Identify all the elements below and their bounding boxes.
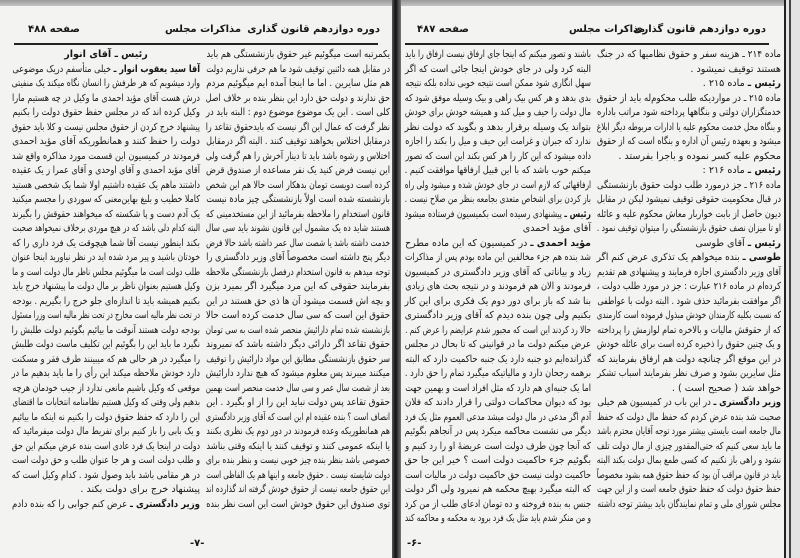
right-header-page-number: صفحه ۴۸۷ xyxy=(417,24,469,35)
text-line xyxy=(11,440,200,455)
right-page-left-column xyxy=(405,48,591,527)
line-text: فرمودند و الان هم فرمودند و در نتیجه بحث های زیادی xyxy=(405,281,591,292)
line-text: که آنجا چون طرف دولت است عریضهٔ او را رد کنیم و xyxy=(405,440,591,452)
line-text: پیشنهاد خرج برای دولت بکند . xyxy=(80,484,200,495)
right-header-period: دوره دوازدهم قانون گذاری xyxy=(633,24,766,35)
text-line xyxy=(205,222,390,237)
line-text: بازنشسته شده است اولاً بازنشستگی چیز مادة نیست xyxy=(206,194,390,205)
text-line xyxy=(597,411,781,426)
line-text: و بنگاه محل خدمت محکوم علیه یا ادارات مربوطه دیگر ابلاغ xyxy=(596,121,781,133)
line-text: ارفاقهائی که لازم است در جای خودش شده و میشود ولی راه xyxy=(404,179,591,191)
right-page xyxy=(401,6,784,558)
line-text: طلب دولت است ما میگوئیم مجلس ناظر مال دولت است و ما xyxy=(12,266,200,278)
left-page-footer-number: -۷- xyxy=(190,538,205,549)
line-text: نظر گرفت که عمال این اگر نیست که بایدحقوق تقاعد را xyxy=(205,121,390,133)
right-header-title: مذاکرات مجلس xyxy=(569,24,646,35)
text-line xyxy=(205,280,390,295)
line-text: خدمتگزاران دولتی و بنگاهها پرداخته شود مراتب باداره xyxy=(596,107,781,118)
text-line xyxy=(597,498,781,513)
text-line xyxy=(404,208,591,223)
text-line xyxy=(405,237,591,252)
line-text: در تحت نظر مالیه است مخارج در تحت نظر مالیه است وزرا مسئول xyxy=(11,310,200,321)
line-text: حق ندارند و دولت حق دارد این بنظر بنده بر خلاف اصل xyxy=(205,92,390,104)
line-text: مثل سایرین بشود و صرف نظر بفرمایند اسباب تشکر xyxy=(597,368,781,379)
text-line xyxy=(11,251,200,266)
text-line xyxy=(597,396,781,411)
text-line xyxy=(11,92,200,107)
line-text: آقای مؤید احمدی xyxy=(522,223,591,234)
line-text: باز کردن برای اشخاص متعدی بجامعه بنظر من صلاح نیست . xyxy=(404,194,591,205)
line-text: هم همانطوریکه وعده فرمودند در دور دوم یک نظری بکنند xyxy=(206,426,390,437)
line-text: این را دارد که حفظ حقوق دولت را بکنیم نه اینکه ما بیائیم xyxy=(12,411,200,423)
text-line xyxy=(206,498,390,513)
text-line xyxy=(11,193,200,208)
text-line xyxy=(405,280,591,295)
text-line xyxy=(206,295,390,310)
text-line xyxy=(11,469,200,484)
line-text: مال جامعه است بایستی بیشتر مورد توجه آقایان محترم باشد xyxy=(597,426,781,437)
text-line xyxy=(206,164,390,179)
text-line xyxy=(597,425,781,440)
speaker-name: رئیس ـ xyxy=(747,165,781,176)
speaker-name: رئیس ـ آقای انوار xyxy=(64,49,148,60)
text-line xyxy=(596,121,781,136)
line-text: بدی بدهد و هر کس بیک راهی و بیک وسیله موفق شود که xyxy=(404,92,591,104)
text-line xyxy=(12,222,200,237)
line-text: وارد میشویم که هر طرفش را انسان نگاه میکند یک منفیتی xyxy=(11,78,200,89)
text-line xyxy=(404,483,591,498)
text-line xyxy=(11,324,200,339)
text-line xyxy=(597,164,781,179)
line-text: آقای وزیر دادگستری اجازه فرمایند و پیشنهادی هم تقدیم xyxy=(597,266,781,278)
text-line xyxy=(12,208,201,223)
line-text: این نیست فرض کنید یک نفر مساعده از صندوق قرض xyxy=(206,165,390,176)
text-line xyxy=(596,353,781,368)
text-line xyxy=(597,295,781,310)
text-line xyxy=(12,382,201,397)
line-text: و یک بابی را باز کنیم برای تفریط مال دولت میفرمائید که xyxy=(12,426,200,437)
line-text: بکنیم ولی چون بنده دیدم که آقای وزیر دادگستری xyxy=(404,310,591,321)
speaker-name: رئیس ـ xyxy=(564,208,591,220)
left-header-page-number: صفحه ۴۸۸ xyxy=(28,24,80,35)
line-text: هستند شاید ده یک مشمول این قانون نشوند باید سی سال xyxy=(205,223,390,234)
text-line xyxy=(12,396,201,411)
text-line xyxy=(11,77,200,92)
text-line xyxy=(597,266,781,281)
line-text: ماده ۲۱۶ : xyxy=(702,165,748,176)
text-line xyxy=(12,164,201,179)
line-text: و بچه اش قسمت میشود آن ها ذی حق هستند در این xyxy=(206,295,390,307)
line-text: که از حقوقش مالیات و بالاخره تمام لوازمش را پرداخته xyxy=(597,324,781,336)
line-text: وکیل هستیم بعنوان ناظر بر مال دولت ما پیشنهاد خرج باید xyxy=(12,281,200,292)
line-text: ماده ۲۱۵ ـ در مواردیکه طلب محکوم‌له باید از حقوق xyxy=(596,92,781,104)
text-line xyxy=(404,121,591,136)
text-line xyxy=(404,106,591,121)
speaker-name: وزیر دادگستری ـ xyxy=(713,397,781,408)
text-line xyxy=(206,135,390,150)
text-line xyxy=(405,150,591,165)
line-text: در مقابل همه دائنین توقیف شود ما هم حرفی نداریم دولت xyxy=(206,63,390,75)
line-text: در کمیسیون که این ماده مطرح xyxy=(405,237,531,249)
left-header-period: دوره دوازدهم قانون گذاری xyxy=(247,24,380,35)
text-line xyxy=(11,309,200,324)
line-text: اما یک جنبه‌ای هم دارد که مثل افراد است و بهمین جهت xyxy=(405,382,591,394)
line-text: باید در قانون مراقب آن بود که حفظ حقوق همه بشود مخصوصاً xyxy=(596,469,781,481)
text-line xyxy=(12,411,200,426)
line-text: خدمت داشته باشد یا شصت سال عمر داشته باشد حالا فرض xyxy=(206,237,390,249)
text-line xyxy=(12,121,201,136)
right-page-footer-number: -۶- xyxy=(407,538,422,549)
text-line xyxy=(205,367,390,382)
text-line xyxy=(206,63,390,78)
text-line xyxy=(206,353,390,368)
line-text: را میگیرد در هر حالی هم که میبینند طرف فقر و مسکنت xyxy=(11,353,201,365)
text-line xyxy=(404,396,591,411)
left-page-right-column xyxy=(206,48,390,512)
text-line xyxy=(596,222,781,237)
line-text: دولت را حفظ کنند و همانطوریکه آقای مؤید احمدی xyxy=(12,136,200,147)
text-line xyxy=(597,324,781,339)
text-line xyxy=(206,48,390,63)
text-line xyxy=(12,237,200,252)
line-text: این حقوق جامعه نیست از حقوق خودش گرفته اند گذارده اند xyxy=(205,484,390,495)
text-line xyxy=(206,396,390,411)
line-text: خیلی متأسفم دریک موضوعی xyxy=(12,63,114,75)
text-line xyxy=(405,382,591,397)
line-text: که نسبت بکلیه کارمندان خودش مبذول فرموده است کارمندی xyxy=(596,310,781,321)
line-text: آقای مؤید احمدی و آقای اوحدی و آقای عمرا ز یک عقیده xyxy=(12,165,201,176)
line-text: کرده‌ام در ماده ۲۱۶ عبارت : جز در مورد طلب دولت ، xyxy=(596,281,781,292)
line-text: ندارد که جبران و غرامت این حیف و میل را بکند را اجازه xyxy=(405,136,591,147)
line-text: بکند اینطور نیست آقا شما هیچوقت یک فرد داری را که xyxy=(12,237,200,249)
text-line xyxy=(206,440,390,455)
left-page-left-column xyxy=(12,48,200,512)
text-line xyxy=(404,454,591,469)
line-text: بود که دیوان محاکمات دولتی را قرار دادند که فلان xyxy=(404,397,591,408)
text-line xyxy=(205,382,390,397)
text-line xyxy=(405,48,591,63)
line-text: توی صندوق این حقوق خودش است این است نظر بنده xyxy=(206,498,390,510)
line-text: دیون حاصل از بابت خواربار معاش محکوم علیه و عائله xyxy=(596,208,781,220)
text-line xyxy=(11,179,200,194)
line-text: موقعی که وکیل باشیم مانعی ندارد از جیب خودمان هرچه xyxy=(12,382,201,394)
line-text: خودتان باشید و پیر مرد شده اید در نظر نیاورید اینجا عنوان xyxy=(11,252,200,263)
line-text: بکنیم همیشه باید تا اندازه‌ای جلو خرج را بگیریم . بودجه xyxy=(12,295,201,307)
line-text: گذرانده‌ایم دو جنبه دارد یک جنبه حاکمیت دارد که البته xyxy=(405,353,591,365)
text-line xyxy=(404,164,591,179)
text-line xyxy=(205,483,390,498)
line-text: وکیل کرده اند که در مجلس حفظ حقوق دولت را بکنیم xyxy=(12,107,201,118)
line-text: مجلس شورای ملی و تمام نمایندگان باید بیشتر توجه داشته xyxy=(597,498,781,510)
text-line xyxy=(596,135,781,150)
line-text: او تا میزان نصف حقوق بازنشستگی را میتوان توقیف نمود . xyxy=(596,223,781,234)
text-line xyxy=(404,295,591,310)
text-line xyxy=(12,63,200,78)
text-line xyxy=(12,135,200,150)
text-line xyxy=(12,425,200,440)
line-text: پیشنهادی رسیده است بکمیسیون فرستاده میشود xyxy=(404,208,565,220)
line-text: فرمودند در کمیسیون این قسمت مورد مذاکره واقع شد xyxy=(11,150,201,162)
scan-right-border xyxy=(784,0,800,558)
line-text: بعد از شصت سال عمر و سی سال خدمت منحصر است بهمین xyxy=(205,382,390,394)
text-line xyxy=(404,338,591,353)
speaker-name: مؤید احمدی ـ xyxy=(530,237,591,249)
line-text: بودجه دولت هستند آنوقت ما بیائیم بگوئیم دولت طلبش را xyxy=(11,324,200,336)
line-text: شد بنده هم جزء مخالفین این ماده بودم پس از مذاکرات xyxy=(404,252,591,263)
line-text: نشود و راهی باز نکنیم که کسی طمع بمال دولت بکند البته xyxy=(596,455,781,466)
left-page xyxy=(0,6,394,558)
text-line xyxy=(596,106,781,121)
line-text: بفرمایند حقوقی که این مرد میگیرد اگر بمیرد بزن xyxy=(205,281,390,292)
line-text: ماده ۲۱۵ . xyxy=(702,78,748,89)
right-page-right-column xyxy=(597,48,781,512)
text-line xyxy=(404,179,591,194)
text-line xyxy=(205,106,390,121)
text-line xyxy=(596,179,781,194)
line-text: در این موقع اگر چنانچه دولت هم ارفاق بفرمایند که xyxy=(596,353,781,365)
line-text: میکنم خوب باشد که با این قبیل ارفاقها موافقت کنیم . xyxy=(404,165,591,176)
text-line xyxy=(206,338,390,353)
text-line xyxy=(12,295,201,310)
line-text: بنده میخواهم یک تذکری عرض کنم اگر xyxy=(596,252,743,263)
text-line xyxy=(205,266,390,281)
right-header-rule xyxy=(405,43,769,45)
line-text: هستند توقیف نمیشود . xyxy=(690,63,781,75)
line-text: درمقابل اختلاس بخواهند توقیف کنند . البته اگر درمقابل xyxy=(206,136,390,147)
line-text: و طلب دولت است و هر جا عنوان طلب و حق دولت است xyxy=(11,455,201,466)
text-line xyxy=(596,208,781,223)
line-text: در قبال محکومیت حقوقی توقیف نمیشود لیکن در مقابل xyxy=(596,194,781,205)
text-line xyxy=(405,324,591,339)
text-line xyxy=(405,469,591,484)
line-text: نگیرد ما باید این را بگوئیم این تکلیف ماست دولت طلبش xyxy=(11,339,200,350)
text-line xyxy=(12,280,200,295)
speaker-name: وزیر دادگستری ـ xyxy=(130,498,200,510)
line-text: یک آدم دست و پا شکسته که میخواهند حقوقش را بگیرند xyxy=(12,208,201,220)
line-text: دولت در اینجا یک فرد عادی است بنده عرض میکنم این حق xyxy=(11,440,200,452)
line-text: در هر مقامی باشد باید وصول شود . کدام وکیل است که xyxy=(11,469,200,481)
left-header-title: مذاکرات مجلس xyxy=(165,24,242,35)
text-line xyxy=(597,382,781,397)
line-text: دولت شایسته نیست . حقوق جامعه و اینها هم یک الفاظی است xyxy=(206,469,390,481)
text-line xyxy=(596,251,781,266)
text-line xyxy=(404,251,591,266)
text-line xyxy=(205,208,390,223)
line-text: ما باید سعی کنیم که حتی‌المقدور چیزی از مال دولت تلف xyxy=(596,440,781,452)
text-line xyxy=(12,498,200,513)
line-text: البته کدام دلی باشد که در هیچ موردی برخلاف نمیخواهد صحبت xyxy=(12,223,200,234)
line-text: صحبت شد بنده عرض کردم که حفظ مال دولت که حفظ xyxy=(597,411,781,423)
text-line xyxy=(597,237,781,252)
text-line xyxy=(12,106,201,121)
line-text: سهل انگاری شود ممکن است نتیجه خوبی نداده بلکه نتیجه xyxy=(405,78,591,89)
line-text: برهمه رجحان دارد و مالیاتیکه میگیرد تمام را حق دارد . xyxy=(404,368,591,379)
line-text: و یک چنین حقوق را ذخیره کرده است برای عائله خودش xyxy=(596,339,781,350)
text-line xyxy=(596,280,781,295)
speaker-name: آقا سید یعقوب انوار ـ xyxy=(113,63,200,75)
text-line xyxy=(11,454,201,469)
text-line xyxy=(12,266,200,281)
text-line xyxy=(205,121,390,136)
line-text: جنس به بنده فروخته و ده تومان ادعای طلب از من کرد xyxy=(404,498,591,510)
text-line xyxy=(404,309,591,324)
line-text: بدهیم ولی وقتی که وکیل هستیم نظامنامه انتخابات ما اقتضای xyxy=(12,397,201,408)
line-text: کرده است دویست تومان بدهکار است حالا هم این شخص xyxy=(205,179,390,191)
line-text: باشند و تصور میکنم که اینجا جای ارفاق نیست ارفاق را باید xyxy=(405,49,591,60)
line-text: دیگر پنج داشته است مخصوصاً آقای وزیر دادگستری را xyxy=(206,252,390,263)
text-line xyxy=(405,411,591,426)
text-line xyxy=(405,135,591,150)
line-text: کاملا خطیب و بلیغ بهاین‌معنی که سوردی را مجسم میکنید xyxy=(11,194,200,205)
text-line xyxy=(12,483,200,498)
text-line xyxy=(404,193,591,208)
text-line xyxy=(405,440,591,455)
text-line xyxy=(205,309,390,324)
line-text: میشود و بعهده رئیس آن اداره و بنگاه است که از حقوق xyxy=(596,136,781,147)
line-text: اگر موافقت بفرمائید حذف شود . البته دولت با عواطفی xyxy=(597,295,781,307)
line-text: که البته میگیرد بهیچ محکمه هم نمیرود ولی اگر دولت xyxy=(404,484,591,495)
line-text: و من منکر شدم باید مثل یک فرد برود به محکمه و محاکمه کند xyxy=(404,513,591,524)
line-text: بتواند یک وسیله برقرار بدهد و بگوید که دولت نظر xyxy=(404,121,591,133)
line-text: بگوئیم جزء حاکمیت دولت است ؟ خیر این جا حق xyxy=(404,455,591,466)
line-text: زیاد و بیاناتی که آقای وزیر دادگستری در کمیسیون xyxy=(404,266,591,278)
text-line xyxy=(205,179,390,194)
text-line xyxy=(11,150,201,165)
line-text: آقای طوسی xyxy=(695,237,748,249)
line-text: آدم اگر مدعی در مال دولت میشد مدعی العموم مثل یک فرد xyxy=(405,411,591,423)
text-line xyxy=(11,367,200,382)
line-text: خصوصی باشد بنظر بنده چیز خوبی نیست و بنظر بنده برای xyxy=(205,455,390,466)
text-line xyxy=(404,425,591,440)
line-text: حالا رد کردند این است که مجبور شدم عرایضم را عرض کنم . xyxy=(405,324,591,336)
line-text: یکمرتبه است میگوئیم غیر حقوق بازنشستگی هم باید xyxy=(206,49,390,60)
text-line xyxy=(596,309,781,324)
left-header-rule xyxy=(14,43,378,45)
line-text: در این باب در کمیسیون هم خیلی xyxy=(597,397,714,408)
line-text: انصاف است ؟ بنده عقیده ام این است که آقای وزیر دادگستری xyxy=(205,411,390,423)
text-line xyxy=(597,483,781,498)
speaker-name: رئیس ـ xyxy=(747,78,781,89)
line-text: مال دولت را حیف و میل کند و همیشه خودش برای خودش xyxy=(404,107,591,118)
line-text: حقوق تقاعد پس دولت نباید این را از او بگیرد . این xyxy=(206,397,390,408)
text-line xyxy=(206,469,390,484)
text-line xyxy=(12,48,200,63)
line-text: اختلاس و رشوه باشد باید تا دینار آخرش را هم گرفت ولی xyxy=(205,150,390,162)
line-text: البته کرد ولی در جای خودش اینجا جائی است که اگر xyxy=(404,63,591,75)
line-text: عرض میکنم دولت ما در قوانینی که تا بحال در مجلس xyxy=(404,339,591,350)
text-line xyxy=(205,92,390,107)
line-text: سر حقوق بازنشستگی مطابق این مواد دارائیش را توقیف xyxy=(206,353,390,365)
line-text: داشتند ماهم یک عقیده داشتیم اولا شما یک شخصی هستید xyxy=(11,179,200,191)
text-line xyxy=(597,77,781,92)
text-line xyxy=(404,266,591,281)
text-line xyxy=(596,92,781,107)
speaker-name: طوسی ـ xyxy=(742,252,781,263)
line-text: یا اینکه عمومی کنند و توقیف کنند یا اینکه وقتی بناشد xyxy=(206,440,390,452)
text-line xyxy=(404,92,591,107)
line-text: حقوق این است که سی سال خدمت کرده است حالا xyxy=(205,310,390,321)
line-text: هم مثل سایرین . اما ما اینجا آمده ایم میگوئیم مردم xyxy=(206,78,390,89)
text-line xyxy=(206,425,390,440)
line-text: پیشنهاد خرج کردن از حقوق مجلس نیست و کلا باید حقوق xyxy=(12,121,201,133)
line-text: کلی است . این یک موضوع موضوع دوم : البته باید در xyxy=(205,107,390,118)
text-line xyxy=(596,469,781,484)
text-line xyxy=(206,251,390,266)
text-line xyxy=(596,193,781,208)
text-line xyxy=(205,454,390,469)
line-text: دارد خودش ملاحظه میکند این رأی را ما باید بدهیم ما در xyxy=(11,368,200,379)
text-line xyxy=(205,150,390,165)
text-line xyxy=(404,512,591,527)
text-line xyxy=(205,324,390,339)
line-text: داده میشود که این کار را هر کس بکند این است که تصور xyxy=(405,150,591,162)
text-line xyxy=(597,150,781,165)
text-line xyxy=(597,63,781,78)
text-line xyxy=(405,353,591,368)
text-line xyxy=(596,440,781,455)
text-line xyxy=(405,77,591,92)
speaker-name: رئیس ـ xyxy=(747,237,781,249)
text-line xyxy=(597,367,781,382)
text-line xyxy=(404,367,591,382)
text-line xyxy=(404,498,591,513)
line-text: بازنشسته شده تمام دارائیش منحصر شده است به سی تومان xyxy=(205,324,390,336)
text-line xyxy=(206,237,390,252)
line-text: بنا شد که باز برای دور دوم یک فکری برای این کار xyxy=(404,295,591,307)
line-text: قانون استخدام را ملاحظه بفرمائید از این مستخدمینی که xyxy=(205,208,390,220)
line-text: حاکمیت دولت نیست حق حاکمیت دولت در مالیات است xyxy=(405,469,591,481)
text-line xyxy=(596,454,781,469)
line-text: ماده ۲۱۴ ـ هزینه سفر و حقوق نظامیها که در جنگ xyxy=(596,49,781,60)
text-line xyxy=(404,63,591,78)
line-text: توجه میدهم به قانون استخدام درفصل بازنشستگی ملاحظه xyxy=(205,266,390,278)
line-text: محکوم علیه کسر نموده و باجرا بفرستد . xyxy=(618,150,781,162)
text-line xyxy=(206,193,390,208)
text-line xyxy=(11,353,201,368)
text-line xyxy=(206,77,390,92)
line-text: عرض کنم جوابی را که بنده دادم xyxy=(12,498,131,510)
line-text: حقوق تقاعد اگر دارائی دیگر داشته باشد که نمیروند xyxy=(206,339,390,350)
text-line xyxy=(596,338,781,353)
line-text: میکنند میبرند پس معلوم میشود که هیچ ندارد دارائیش xyxy=(205,368,390,379)
line-text: ماده ۲۱۶ ـ جز درمورد طلب دولت حقوق بازنشستگی xyxy=(596,179,781,191)
line-text: خواهد شد ( صحیح است ) . xyxy=(671,382,781,394)
page-gutter xyxy=(392,0,401,558)
text-line xyxy=(11,338,200,353)
text-line xyxy=(596,48,781,63)
line-text: دیگر می نشست محاکمه میکرد پس در آنجاهم بگوئیم xyxy=(404,426,591,437)
line-text: حفظ حقوق دولت که حفظ حقوق جامعه است و از این جهت xyxy=(597,484,781,495)
text-line xyxy=(405,222,591,237)
line-text: درش هست آقای مؤید احمدی ما وکیل در چه هستیم مارا xyxy=(11,92,200,104)
text-line xyxy=(205,411,390,426)
